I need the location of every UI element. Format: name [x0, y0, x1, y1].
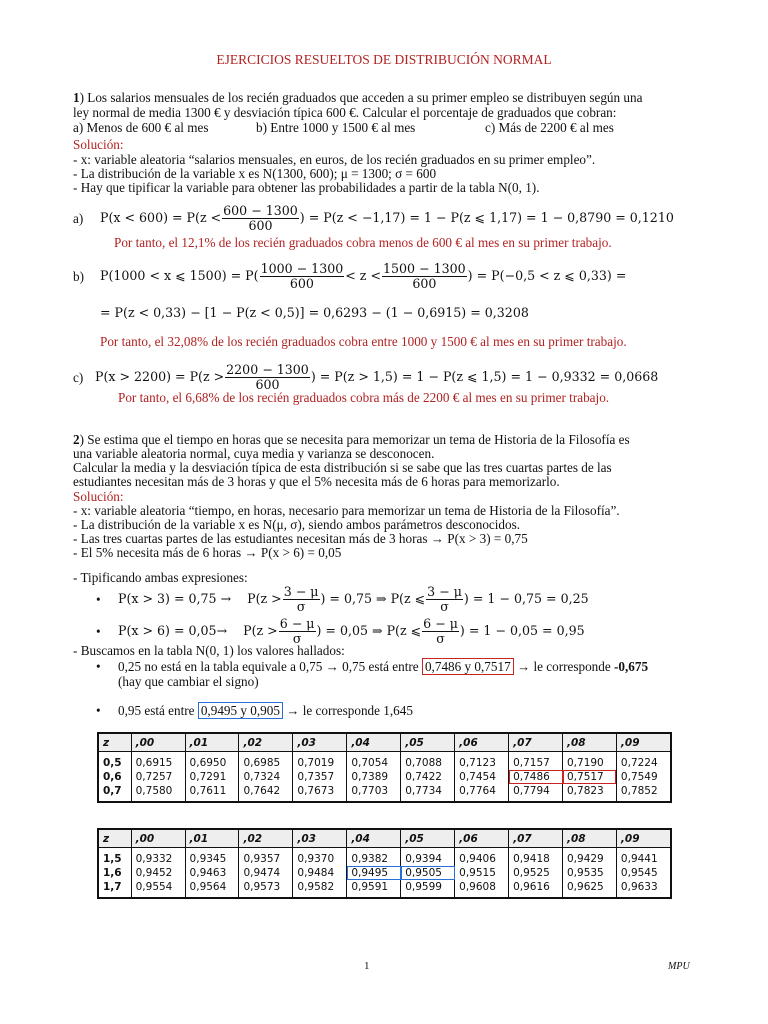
table-cell: 0,9484: [293, 866, 347, 880]
table-cell: 0,7123: [455, 752, 509, 771]
column-header: ,04: [347, 733, 401, 752]
table-cell: 0,7291: [185, 770, 239, 784]
column-header: ,02: [239, 733, 293, 752]
problem-1-statement: 1) Los salarios mensuales de los recién graduados que acceden a su primer empleo se distribuyen según una: [73, 90, 643, 105]
page-number: 1: [364, 960, 370, 972]
table-cell: 0,9525: [509, 866, 563, 880]
part-c-conclusion: Por tanto, el 6,68% de los recién graduados cobra más de 2200 € al mes en su primer trabajo.: [118, 390, 610, 405]
table-cell: 0,7324: [239, 770, 293, 784]
part-a-conclusion: Por tanto, el 12,1% de los recién graduados cobra menos de 600 € al mes en su primer trabajo.: [114, 235, 612, 250]
column-header: ,07: [509, 733, 563, 752]
column-header: ,09: [616, 733, 671, 752]
problem-2-statement-line4: estudiantes necesitan más de 3 horas y que el 5% necesita más de 6 horas para memorizarlo.: [73, 474, 560, 489]
option-c: c) Más de 2200 € al mes: [485, 120, 614, 135]
table-cell: 0,7673: [293, 784, 347, 802]
column-header: z: [98, 733, 131, 752]
table-cell: 0,9406: [455, 848, 509, 867]
row-z-value: 0,6: [98, 770, 131, 784]
column-header: ,05: [401, 733, 455, 752]
solution-heading-2: Solución:: [73, 489, 124, 504]
table-cell: 0,7580: [131, 784, 185, 802]
table-cell: 0,9357: [239, 848, 293, 867]
column-header: ,00: [131, 733, 185, 752]
table-row: [98, 770, 671, 784]
table-cell: 0,9370: [293, 848, 347, 867]
column-header: ,04: [347, 829, 401, 848]
problem-2-statement: 2) Se estima que el tiempo en horas que se necesita para memorizar un tema de Historia de la Filosofía es: [73, 432, 630, 447]
solution-2-line4: - El 5% necesita más de 6 horas → P(x > 6) = 0,05: [73, 545, 342, 560]
table-cell: 0,9591: [347, 880, 401, 898]
table-cell: 0,9625: [563, 880, 617, 898]
problem-1-number: 1: [73, 90, 80, 105]
table-cell: 0,9345: [185, 848, 239, 867]
solution-heading-1: Solución:: [73, 137, 124, 152]
normal-table-1: [97, 732, 672, 803]
table-cell: 0,7823: [563, 784, 617, 802]
lookup-2-highlight: 0,9495 y 0,905: [198, 702, 283, 719]
table-cell: 0,7734: [401, 784, 455, 802]
table-cell: 0,6915: [131, 752, 185, 771]
part-b-equation-line2: = P(z < 0,33) − [1 − P(z < 0,5)] = 0,6293 − (1 − 0,6915) = 0,3208: [100, 305, 529, 320]
table-cell: 0,7703: [347, 784, 401, 802]
part-a-label: a): [73, 211, 84, 226]
table-row: [98, 880, 671, 898]
table-cell: 0,9382: [347, 848, 401, 867]
table-cell: 0,9505: [401, 866, 455, 880]
column-header: ,01: [185, 829, 239, 848]
solution-2-line3: - Las tres cuartas partes de las estudiantes necesitan más de 3 horas → P(x > 3) = 0,75: [73, 531, 528, 546]
part-b-label: b): [73, 269, 84, 284]
column-header: ,00: [131, 829, 185, 848]
table-cell: 0,7486: [509, 770, 563, 784]
table-cell: 0,9545: [616, 866, 671, 880]
part-a-fraction: $\frac{600 - 1300}{600}$: [223, 203, 298, 233]
table-cell: 0,7642: [239, 784, 293, 802]
table-cell: 0,7549: [616, 770, 671, 784]
table-cell: 0,7611: [185, 784, 239, 802]
solution-2-line1: - x: variable aleatoria “tiempo, en horas, necesario para memorizar un tema de Historia de la Filosofía”.: [73, 503, 620, 518]
table-cell: 0,7257: [131, 770, 185, 784]
part-b-conclusion: Por tanto, el 32,08% de los recién graduados cobra entre 1000 y 1500 € al mes en su primer trabajo.: [100, 334, 627, 349]
column-header: ,03: [293, 829, 347, 848]
table-cell: 0,9564: [185, 880, 239, 898]
table-cell: 0,9474: [239, 866, 293, 880]
table-cell: 0,7517: [563, 770, 617, 784]
table-cell: 0,7019: [293, 752, 347, 771]
table-cell: 0,9463: [185, 866, 239, 880]
table-row: [98, 784, 671, 802]
table-cell: 0,9554: [131, 880, 185, 898]
column-header: ,08: [563, 733, 617, 752]
table-cell: 0,7190: [563, 752, 617, 771]
column-header: ,06: [455, 733, 509, 752]
tipificando-line: - Tipificando ambas expresiones:: [73, 570, 248, 585]
column-header: ,05: [401, 829, 455, 848]
row-z-value: 0,5: [98, 752, 131, 771]
table-cell: 0,9418: [509, 848, 563, 867]
normal-table-2: [97, 828, 672, 899]
table-cell: 0,7157: [509, 752, 563, 771]
table-cell: 0,9515: [455, 866, 509, 880]
table-cell: 0,7794: [509, 784, 563, 802]
buscamos-line: - Buscamos en la tabla N(0, 1) los valores hallados:: [73, 643, 345, 658]
lookup-2: 0,95 está entre 0,9495 y 0,905 → le corresponde 1,645: [118, 703, 413, 718]
lookup-1-note: (hay que cambiar el signo): [118, 674, 259, 689]
table-row: [98, 848, 671, 867]
table-row: [98, 752, 671, 771]
table-cell: 0,9608: [455, 880, 509, 898]
table-cell: 0,9633: [616, 880, 671, 898]
table-cell: 0,9535: [563, 866, 617, 880]
column-header: z: [98, 829, 131, 848]
bullet-1: •: [96, 592, 101, 607]
part-c-equation: P(x > 2200) = P(z > $\frac{2200 - 1300}{600}$ ) = P(z > 1,5) = 1 − P(z ⩽ 1,5) = 1 − 0,9332 = 0,0668: [95, 362, 659, 392]
table-cell: 0,7454: [455, 770, 509, 784]
column-header: ,07: [509, 829, 563, 848]
table-cell: 0,9599: [401, 880, 455, 898]
row-z-value: 1,6: [98, 866, 131, 880]
table-cell: 0,9573: [239, 880, 293, 898]
table-cell: 0,7357: [293, 770, 347, 784]
table-cell: 0,7422: [401, 770, 455, 784]
table-header-row: [98, 829, 671, 848]
table-header-row: [98, 733, 671, 752]
column-header: ,09: [616, 829, 671, 848]
table-cell: 0,6950: [185, 752, 239, 771]
option-a: a) Menos de 600 € al mes: [73, 120, 209, 135]
author-initials: MPU: [668, 961, 690, 972]
part-b-equation: P(1000 < x ⩽ 1500) = P( $\frac{1000 - 1300}{600}$ < z < $\frac{1500 - 1300}{600}$ ) = P(−0,5 < z ⩽ 0,33) =: [100, 261, 627, 291]
row-z-value: 1,5: [98, 848, 131, 867]
table-cell: 0,9452: [131, 866, 185, 880]
equation-1: P(x > 3) = 0,75 → P(z > $\frac{3 - \mu}{\sigma}$ ) = 0,75 ⇒ P(z ⩽ $\frac{3 - \mu}{\sigma}$ ) = 1 − 0,75 = 0,25: [118, 584, 589, 614]
column-header: ,02: [239, 829, 293, 848]
problem-2-statement-line3: Calcular la media y la desviación típica de esta distribución si se sabe que las tres cuartas partes de las: [73, 460, 612, 475]
equation-2: P(x > 6) = 0,05→ P(z > $\frac{6 - \mu}{\sigma}$ ) = 0,05 ⇒ P(z ⩽ $\frac{6 - \mu}{\sigma}$ ) = 1 − 0,05 = 0,95: [118, 616, 585, 646]
lookup-1-value: -0,675: [614, 659, 649, 674]
table-cell: 0,6985: [239, 752, 293, 771]
table-cell: 0,9441: [616, 848, 671, 867]
row-z-value: 1,7: [98, 880, 131, 898]
part-c-label: c): [73, 370, 84, 385]
column-header: ,03: [293, 733, 347, 752]
solution-1-line1: - x: variable aleatoria “salarios mensuales, en euros, de los recién graduados en su primer empleo”.: [73, 152, 596, 167]
table-cell: 0,7764: [455, 784, 509, 802]
bullet-4: •: [96, 703, 101, 718]
solution-2-line2: - La distribución de la variable x es N(μ, σ), siendo ambos parámetros desconocidos.: [73, 517, 521, 532]
solution-1-line3: - Hay que tipificar la variable para obtener las probabilidades a partir de la tabla N(0, 1).: [73, 180, 540, 195]
problem-2-number: 2: [73, 432, 80, 447]
table-cell: 0,7389: [347, 770, 401, 784]
page-title: EJERCICIOS RESUELTOS DE DISTRIBUCIÓN NORMAL: [216, 52, 552, 67]
table-cell: 0,9495: [347, 866, 401, 880]
table-cell: 0,7852: [616, 784, 671, 802]
table-cell: 0,7054: [347, 752, 401, 771]
option-b: b) Entre 1000 y 1500 € al mes: [256, 120, 416, 135]
row-z-value: 0,7: [98, 784, 131, 802]
lookup-1-highlight: 0,7486 y 0,7517: [422, 658, 514, 675]
solution-1-line2: - La distribución de la variable x es N(1300, 600); μ = 1300; σ = 600: [73, 166, 437, 181]
table-row: [98, 866, 671, 880]
table-cell: 0,7088: [401, 752, 455, 771]
bullet-2: •: [96, 624, 101, 639]
table-cell: 0,9394: [401, 848, 455, 867]
problem-2-statement-line2: una variable aleatoria normal, cuya media y varianza se desconocen.: [73, 446, 435, 461]
part-a-equation: P(x < 600) = P(z < $\frac{600 - 1300}{600}$ ) = P(z < −1,17) = 1 − P(z ⩽ 1,17) = 1 − 0,8790 = 0,1210: [100, 203, 674, 233]
problem-1-statement-line2: ley normal de media 1300 € y desviación típica 600 €. Calcular el porcentaje de graduados que cobran:: [73, 105, 617, 120]
column-header: ,06: [455, 829, 509, 848]
table-cell: 0,9332: [131, 848, 185, 867]
bullet-3: •: [96, 659, 101, 674]
table-cell: 0,9429: [563, 848, 617, 867]
table-cell: 0,9616: [509, 880, 563, 898]
column-header: ,01: [185, 733, 239, 752]
lookup-1: 0,25 no está en la tabla equivale a 0,75 → 0,75 está entre 0,7486 y 0,7517 → le corresponde -0,675: [118, 659, 649, 674]
table-cell: 0,7224: [616, 752, 671, 771]
column-header: ,08: [563, 829, 617, 848]
table-cell: 0,9582: [293, 880, 347, 898]
